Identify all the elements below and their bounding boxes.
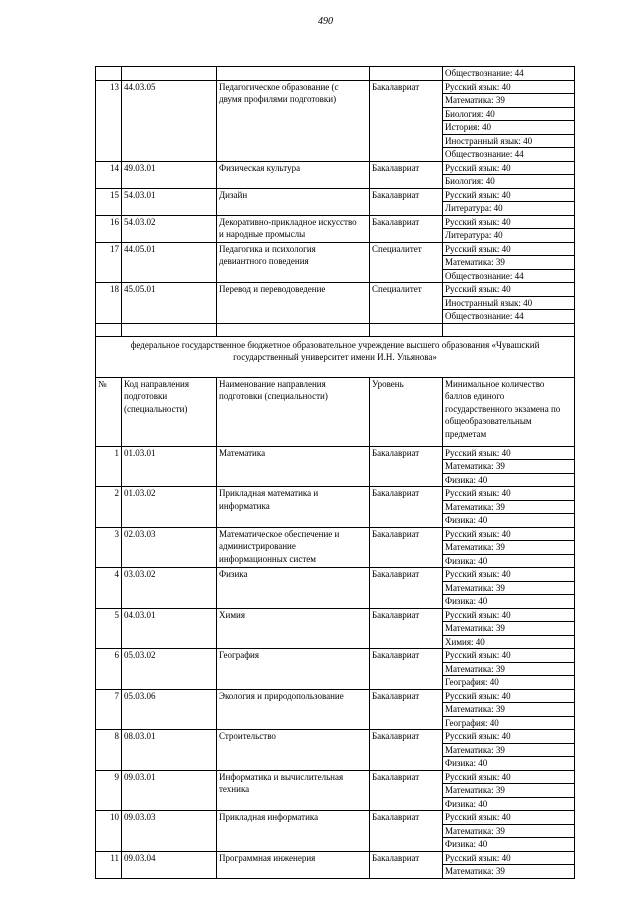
- subject-score: Обществознание: 44: [443, 310, 575, 324]
- direction-code: 54.03.01: [122, 188, 217, 215]
- subject-score: Русский язык: 40: [443, 446, 575, 460]
- row-number: 16: [96, 215, 122, 242]
- subject-score: Математика: 39: [443, 500, 575, 514]
- table-row: [96, 527, 575, 541]
- row-number: 6: [96, 649, 122, 690]
- organization-title: федеральное государственное бюджетное образовательное учреждение высшего образования «Чувашский государственный университет имени И.Н. Ульянова»: [96, 336, 575, 377]
- direction-name: Экология и природопользование: [217, 689, 370, 730]
- level: Бакалавриат: [370, 689, 443, 730]
- row-number: 9: [96, 770, 122, 811]
- table-row: [96, 608, 575, 622]
- organization-row: [96, 336, 575, 377]
- subject-score: Математика: 39: [443, 94, 575, 108]
- direction-code: 03.03.02: [122, 568, 217, 609]
- level: Бакалавриат: [370, 730, 443, 771]
- row-number: 3: [96, 527, 122, 568]
- row-number: 7: [96, 689, 122, 730]
- subject-score: География: 40: [443, 716, 575, 730]
- subject-score: Физика: 40: [443, 473, 575, 487]
- row-number: 2: [96, 487, 122, 528]
- level: Специалитет: [370, 283, 443, 324]
- subject-score: Физика: 40: [443, 757, 575, 771]
- table-row: [96, 730, 575, 744]
- row-number: 13: [96, 80, 122, 161]
- row-number: 1: [96, 446, 122, 487]
- subject-score: Математика: 39: [443, 622, 575, 636]
- direction-code: 05.03.06: [122, 689, 217, 730]
- level: Бакалавриат: [370, 649, 443, 690]
- subject-score: Математика: 39: [443, 662, 575, 676]
- subject-score: Математика: 39: [443, 743, 575, 757]
- table-row: [96, 689, 575, 703]
- subject-score: Иностранный язык: 40: [443, 134, 575, 148]
- table-row: [96, 851, 575, 865]
- empty-cell: [443, 323, 575, 336]
- level: Бакалавриат: [370, 851, 443, 878]
- subject-score: Математика: 39: [443, 865, 575, 879]
- row-number: 17: [96, 242, 122, 283]
- direction-name: Педагогика и психология девиантного поведения: [217, 242, 370, 283]
- level: Бакалавриат: [370, 811, 443, 852]
- subject-score: География: 40: [443, 676, 575, 690]
- table-row: [96, 811, 575, 825]
- direction-name: Перевод и переводоведение: [217, 283, 370, 324]
- level: Бакалавриат: [370, 568, 443, 609]
- level: Бакалавриат: [370, 487, 443, 528]
- direction-name: Дизайн: [217, 188, 370, 215]
- subject-score: Математика: 39: [443, 460, 575, 474]
- level: Бакалавриат: [370, 608, 443, 649]
- subject-score: Математика: 39: [443, 703, 575, 717]
- header-row: [96, 377, 575, 446]
- table-row: [96, 487, 575, 501]
- subject-score: Русский язык: 40: [443, 770, 575, 784]
- level: Бакалавриат: [370, 770, 443, 811]
- direction-name: Физическая культура: [217, 161, 370, 188]
- level: Бакалавриат: [370, 161, 443, 188]
- row-number: 8: [96, 730, 122, 771]
- subject-score: Обществознание: 44: [443, 67, 575, 81]
- header-level: Уровень: [370, 377, 443, 446]
- subject-score: Литература: 40: [443, 229, 575, 243]
- subject-score: История: 40: [443, 121, 575, 135]
- level: Бакалавриат: [370, 80, 443, 161]
- subject-score: Русский язык: 40: [443, 851, 575, 865]
- row-number: [96, 67, 122, 81]
- header-name: Наименование направления подготовки (специальности): [217, 377, 370, 446]
- subject-score: Русский язык: 40: [443, 527, 575, 541]
- subject-score: Русский язык: 40: [443, 730, 575, 744]
- subject-score: Русский язык: 40: [443, 608, 575, 622]
- subject-score: Математика: 39: [443, 784, 575, 798]
- direction-name: Программная инженерия: [217, 851, 370, 878]
- direction-code: 44.03.05: [122, 80, 217, 161]
- subject-score: Русский язык: 40: [443, 188, 575, 202]
- subject-score: Русский язык: 40: [443, 215, 575, 229]
- subject-score: Физика: 40: [443, 595, 575, 609]
- subject-score: Физика: 40: [443, 514, 575, 528]
- empty-cell: [96, 323, 122, 336]
- direction-name: Строительство: [217, 730, 370, 771]
- subject-score: Обществознание: 44: [443, 269, 575, 283]
- subject-score: Русский язык: 40: [443, 161, 575, 175]
- row-number: 18: [96, 283, 122, 324]
- table-row: [96, 446, 575, 460]
- row-number: 14: [96, 161, 122, 188]
- subject-score: Русский язык: 40: [443, 811, 575, 825]
- table-row: [96, 242, 575, 256]
- direction-code: 09.03.04: [122, 851, 217, 878]
- subject-score: Биология: 40: [443, 175, 575, 189]
- direction-name: Физика: [217, 568, 370, 609]
- level: Бакалавриат: [370, 446, 443, 487]
- subject-score: Физика: 40: [443, 838, 575, 852]
- direction-name: [217, 67, 370, 81]
- table-row: [96, 568, 575, 582]
- direction-name: Прикладная математика и информатика: [217, 487, 370, 528]
- table-row: [96, 67, 575, 81]
- empty-cell: [217, 323, 370, 336]
- direction-name: Декоративно-прикладное искусство и народные промыслы: [217, 215, 370, 242]
- direction-name: Информатика и вычислительная техника: [217, 770, 370, 811]
- header-min-score: Минимальное количество баллов единого государственного экзамена по общеобразовательным предметам: [443, 377, 575, 446]
- subject-score: Математика: 39: [443, 581, 575, 595]
- admission-table: [95, 66, 575, 879]
- row-number: 15: [96, 188, 122, 215]
- page-number: 490: [318, 16, 333, 27]
- direction-code: 54.03.02: [122, 215, 217, 242]
- subject-score: Физика: 40: [443, 554, 575, 568]
- subject-score: Русский язык: 40: [443, 568, 575, 582]
- direction-name: Математика: [217, 446, 370, 487]
- level: Специалитет: [370, 242, 443, 283]
- row-number: 10: [96, 811, 122, 852]
- subject-score: Русский язык: 40: [443, 689, 575, 703]
- spacer-row: [96, 323, 575, 336]
- table-row: [96, 161, 575, 175]
- table-row: [96, 188, 575, 202]
- direction-name: Прикладная информатика: [217, 811, 370, 852]
- level: Бакалавриат: [370, 188, 443, 215]
- direction-code: 09.03.01: [122, 770, 217, 811]
- subject-score: Русский язык: 40: [443, 242, 575, 256]
- subject-score: Русский язык: 40: [443, 283, 575, 297]
- subject-score: Химия: 40: [443, 635, 575, 649]
- subject-score: Биология: 40: [443, 107, 575, 121]
- level: Бакалавриат: [370, 527, 443, 568]
- direction-code: 04.03.01: [122, 608, 217, 649]
- subject-score: Математика: 39: [443, 824, 575, 838]
- empty-cell: [370, 323, 443, 336]
- direction-name: Математическое обеспечение и администрирование информационных систем: [217, 527, 370, 568]
- header-number: №: [96, 377, 122, 446]
- direction-code: 49.03.01: [122, 161, 217, 188]
- empty-cell: [122, 323, 217, 336]
- row-number: 4: [96, 568, 122, 609]
- direction-code: 09.03.03: [122, 811, 217, 852]
- direction-code: 44.05.01: [122, 242, 217, 283]
- row-number: 5: [96, 608, 122, 649]
- table-row: [96, 215, 575, 229]
- header-code: Код направления подготовки (специальности): [122, 377, 217, 446]
- subject-score: Математика: 39: [443, 256, 575, 270]
- level: [370, 67, 443, 81]
- subject-score: Литература: 40: [443, 202, 575, 216]
- table-row: [96, 770, 575, 784]
- direction-code: [122, 67, 217, 81]
- direction-name: Педагогическое образование (с двумя профилями подготовки): [217, 80, 370, 161]
- subject-score: Русский язык: 40: [443, 487, 575, 501]
- direction-code: 01.03.01: [122, 446, 217, 487]
- subject-score: Русский язык: 40: [443, 649, 575, 663]
- direction-code: 02.03.03: [122, 527, 217, 568]
- direction-code: 08.03.01: [122, 730, 217, 771]
- direction-name: География: [217, 649, 370, 690]
- direction-name: Химия: [217, 608, 370, 649]
- level: Бакалавриат: [370, 215, 443, 242]
- table-row: [96, 649, 575, 663]
- direction-code: 01.03.02: [122, 487, 217, 528]
- table-body: [96, 67, 575, 879]
- subject-score: Обществознание: 44: [443, 148, 575, 162]
- direction-code: 05.03.02: [122, 649, 217, 690]
- subject-score: Физика: 40: [443, 797, 575, 811]
- table-row: [96, 283, 575, 297]
- subject-score: Русский язык: 40: [443, 80, 575, 94]
- subject-score: Математика: 39: [443, 541, 575, 555]
- subject-score: Иностранный язык: 40: [443, 296, 575, 310]
- direction-code: 45.05.01: [122, 283, 217, 324]
- row-number: 11: [96, 851, 122, 878]
- table-row: [96, 80, 575, 94]
